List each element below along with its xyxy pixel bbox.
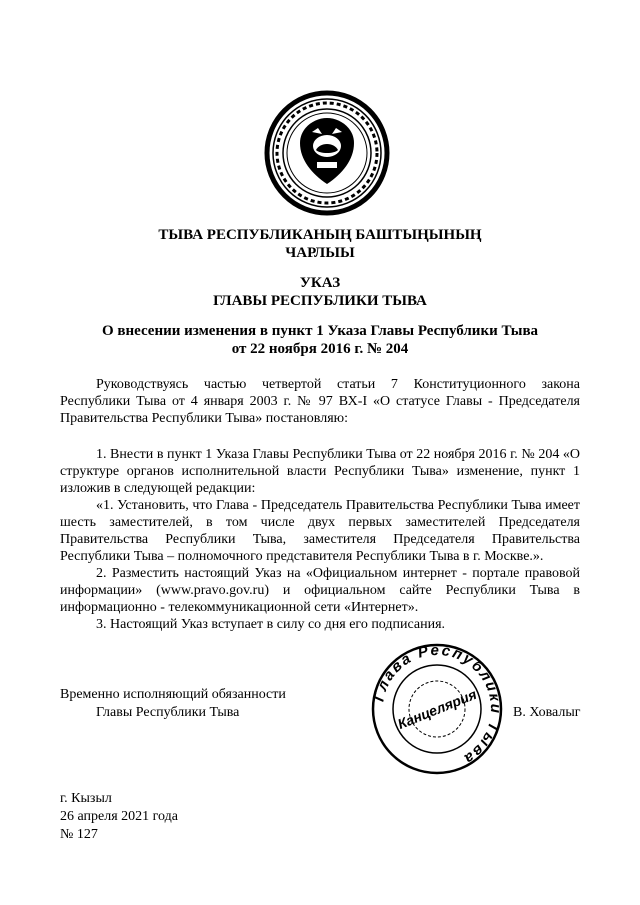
signatory-position-line-2: Главы Республики Тыва: [96, 705, 240, 720]
office-stamp: [368, 640, 506, 778]
decree-heading-line-2: ГЛАВЫ РЕСПУБЛИКИ ТЫВА: [213, 293, 427, 309]
decree-heading-line-1: УКАЗ: [299, 275, 341, 291]
signatory-position: [60, 686, 286, 722]
stamp-center-text: Канцелярия: [395, 685, 479, 733]
item-2-paragraph: 2. Разместить настоящий Указ на «Официальном интернет - портале правовой информации» (www.pravo.gov.ru) и официальном сайте Республики Тыва в информационно - телекоммуникационной сети «Интернет».: [60, 566, 580, 615]
stamp-ring-text: Глава Республики Тыва: [370, 641, 505, 769]
signatory-name: В. Ховалыг: [513, 705, 581, 720]
decree-date: 26 апреля 2021 года: [60, 809, 178, 824]
tyva-heading-line-2: ЧАРЛЫЫ: [285, 245, 355, 261]
decree-heading: [60, 274, 580, 310]
decree-preamble: [60, 376, 580, 427]
item-1-paragraph: 1. Внести в пункт 1 Указа Главы Республики Тыва от 22 ноября 2016 г. № 204 «О структуре органов исполнительной власти Республики Тыва» изменение, пункт 1 изложив в следующей редакции:: [60, 447, 580, 496]
tyva-heading-line-1: ТЫВА РЕСПУБЛИКАНЫҢ БАШТЫҢЫНЫҢ: [158, 227, 482, 243]
item-3-paragraph: 3. Настоящий Указ вступает в силу со дня его подписания.: [96, 617, 446, 632]
decree-title: [60, 322, 580, 358]
tyva-coat-of-arms-emblem: [262, 88, 392, 218]
preamble-paragraph: Руководствуясь частью четвертой статьи 7 Конституционного закона Республики Тыва от 4 января 2003 г. № 97 ВХ-I «О статусе Главы - Председателя Правительства Республики Тыва» постановляю:: [60, 377, 580, 426]
signatory-position-line-1: Временно исполняющий обязанности: [60, 687, 286, 702]
tyva-language-heading: [60, 226, 580, 262]
item-1-quote-paragraph: «1. Установить, что Глава - Председатель Правительства Республики Тыва имеет шесть заместителей, в том числе двух первых заместителей Председателя Правительства Республики Тыва, заместителя Председателя Правительства Республики Тыва – полномочного представителя Республики Тыва в г. Москве.».: [60, 498, 580, 564]
decree-number: № 127: [60, 827, 98, 842]
decree-title-line-2: от 22 ноября 2016 г. № 204: [231, 341, 409, 357]
decree-place-date-number: [60, 790, 178, 844]
decree-items: [60, 446, 580, 633]
decree-title-line-1: О внесении изменения в пункт 1 Указа Главы Республики Тыва: [101, 323, 539, 339]
decree-place: г. Кызыл: [60, 791, 112, 806]
